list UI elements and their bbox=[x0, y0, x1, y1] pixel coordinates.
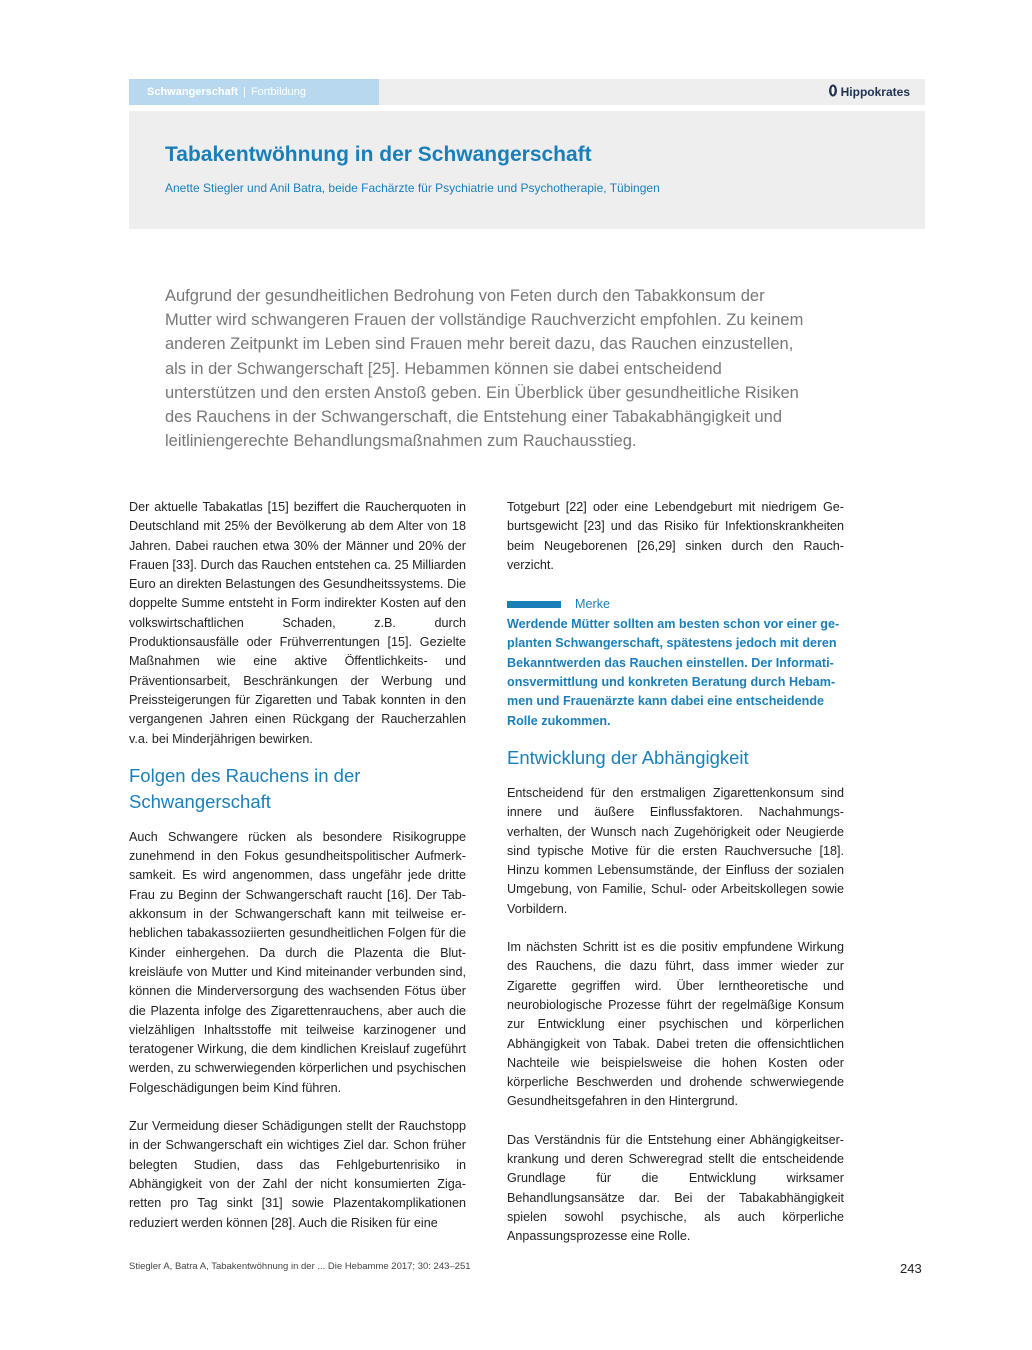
section-name: Schwangerschaft bbox=[147, 86, 239, 98]
footer-citation: Stiegler A, Batra A, Tabakentwöhnung in der ... Die Hebamme 2017; 30: 243–251 bbox=[129, 1261, 471, 1272]
merke-accent-bar bbox=[507, 601, 561, 608]
body-paragraph: Entscheidend für den erstmaligen Zigarettenkonsum sind innere und äußere Einflussfaktoren. Nachahmungsverhalten, der Wunsch nach Zugehörigkeit oder Neugierde sind typische Motive für die ersten Rauchversuche [18]. Hinzu kommen Lebensumstände, der Einfluss der sozialen Umgebung, von Familie, Schul- oder Arbeitskollegen sowie Vorbildern. bbox=[507, 785, 844, 916]
merke-label: Merke bbox=[575, 597, 610, 612]
publisher-brand bbox=[828, 79, 910, 105]
abstract-text: Aufgrund der gesundheitlichen Bedrohung von Feten durch den Tabakkonsum der Mutter wird schwangeren Frauen der vollständige Rauchverzicht empfohlen. Zu keinem anderen Zeitpunkt im Leben sind Frauen mehr bereit dazu, das Rauchen einzustellen, als in der Schwangerschaft [25]. Hebammen können sie dabei entscheidend unterstützen und den ersten Anstoß geben. Ein Überblick über gesundheitliche Risiken des Rauchens in der Schwangerschaft, die Entstehung einer Tabakabhängigkeit und leitliniengerechte Behandlungsmaßnahmen zum Rauchausstieg. bbox=[165, 287, 804, 451]
intro-paragraph: Der aktuelle Tabakatlas [15] beziffert die Raucherquoten in Deutschland mit 25% der Bevölkerung ab dem Alter von 18 Jahren. Dabei rauchen etwa 30% der Männer und 20% der Frauen [33]. Durch das Rauchen entstehen ca. 25 Milliarden Euro an direkten Belastungen des Gesundheitssystems. Die doppelte Summe entsteht in Form indirekter Kosten auf den volkswirtschaftlichen Schaden, z.B. durch Produktionsausfälle oder Frühverrentungen [15]. Gezielte Maßnahmen wie eine aktive Öffentlichkeits- und Präventionsarbeit, Beschränkungen der Werbung und Preissteigerungen für Zigaretten und Tabak konnten in den vergangenen Jahren einen Rückgang der Raucherzahlen v.a. bei Minderjährigen bewirken. bbox=[129, 500, 466, 746]
section-heading-entwicklung: Entwicklung der Abhängigkeit bbox=[507, 746, 749, 768]
merke-text: Werdende Mütter sollten am besten schon vor einer geplanten Schwangerschaft, spätestens jedoch mit deren Bekanntwerden das Rauchen einstellen. Der Informationsvermittlung und konkreten Beratung durch Hebammen und Frauenärzte kann dabei eine entscheidende Rolle zukommen. bbox=[507, 617, 840, 728]
left-column bbox=[129, 498, 466, 1233]
body-paragraph: Zur Vermeidung dieser Schädigungen stellt der Rauchstopp in der Schwangerschaft ein wichtiges Ziel dar. Schon früher belegten Studien, dass das Fehlgeburtenrisiko in Abhängigkeit von der Zahl der nicht konsumierten Zigaretten pro Tag sinkt [31] sowie Plazentakomplikationen reduziert werden können [28]. Auch die Risiken für eine bbox=[129, 1119, 466, 1230]
hippokrates-logo-icon bbox=[828, 80, 838, 106]
article-title: Tabakentwöhnung in der Schwangerschaft bbox=[165, 143, 592, 166]
journal-header-bar bbox=[129, 79, 925, 105]
body-paragraph: Totgeburt [22] oder eine Lebendgeburt mit niedrigem Geburtsgewicht [23] und das Risiko für Infektionskrankheiten beim Neugeborenen [26,29] sinken durch den Rauchverzicht. bbox=[507, 500, 844, 572]
body-paragraph: Im nächsten Schritt ist es die positiv empfundene Wirkung des Rauchens, die dazu führt, dass immer wieder zur Zigarette gegriffen wird. Über lerntheoretische und neurobiologische Prozesse führt der regelmäßige Konsum zur Entwicklung einer psychischen und körperlichen Abhängigkeit von Tabak. Dabei treten die offensichtlichen Nachteile wie beispielsweise die hohen Kosten oder körperliche Beschwerden und drohende schwerwiegende Gesundheitsgefahren in den Hintergrund. bbox=[507, 940, 844, 1109]
article-authors: Anette Stiegler und Anil Batra, beide Fachärzte für Psychiatrie und Psychotherapie, Tübingen bbox=[165, 181, 660, 195]
body-paragraph: Auch Schwangere rücken als besondere Risikogruppe zunehmend in den Fokus gesundheitspolitischer Aufmerksamkeit. Es wird angenommen, dass ungefähr jede dritte Frau zu Beginn der Schwangerschaft raucht [16]. Der Tabakkonsum in der Schwangerschaft kann mit teilweise erheblichen tabakassoziierten gesundheitlichen Folgen für die Kinder einhergehen. Da durch die Plazenta die Blutkreisläufe von Mutter und Kind miteinander verbunden sind, können die Minderversorgung des wachsenden Fötus über die Plazenta infolge des Zigarettenrauchens, aber auch die vielzähligen Inhaltsstoffe mit teilweise karzinogener und teratogener Wirkung, die dem kindlichen Kreislauf zugeführt werden, zu schwerwiegenden körperlichen und psychischen Folgeschädigungen beim Kind führen. bbox=[129, 829, 466, 1095]
body-paragraph: Das Verständnis für die Entstehung einer Abhängigkeitserkrankung und deren Schweregrad stellt die entscheidende Grundlage für die Entwicklung wirksamer Behandlungsansätze dar. Bei der Tabakabhängigkeit spielen sowohl psychische, als auch körperliche Anpassungsprozesse eine Rolle. bbox=[507, 1132, 844, 1244]
brand-name: Hippokrates bbox=[840, 85, 910, 99]
merke-header bbox=[507, 596, 844, 613]
article-header bbox=[129, 111, 925, 229]
article-abstract bbox=[165, 284, 815, 453]
page-number: 243 bbox=[900, 1261, 922, 1276]
merke-box bbox=[507, 596, 844, 731]
section-label bbox=[129, 79, 379, 105]
section-separator: | bbox=[243, 86, 246, 98]
section-heading-folgen: Folgen des Rauchens in der Schwangerschaft bbox=[129, 764, 361, 812]
section-category: Fortbildung bbox=[250, 86, 306, 98]
right-column bbox=[507, 498, 844, 1247]
